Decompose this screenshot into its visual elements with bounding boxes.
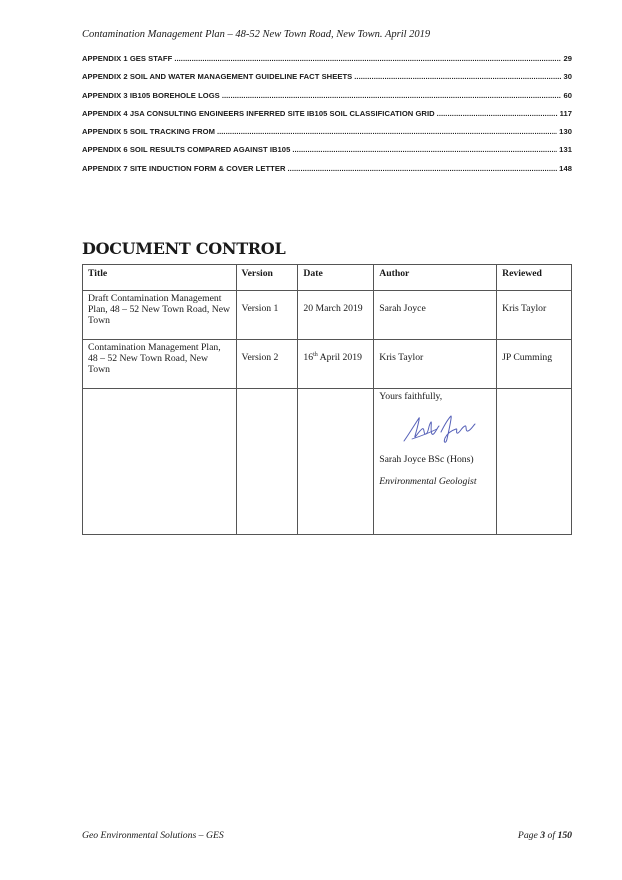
table-row bbox=[83, 291, 572, 340]
table-row bbox=[83, 340, 572, 389]
cell-date bbox=[298, 340, 374, 389]
column-header-reviewed: Reviewed bbox=[497, 265, 572, 291]
toc-entry-page: 130 bbox=[559, 127, 572, 137]
toc-entry-page: 131 bbox=[559, 145, 572, 155]
column-header-title: Title bbox=[83, 265, 237, 291]
footer-company: Geo Environmental Solutions – GES bbox=[82, 830, 224, 841]
page-footer bbox=[82, 830, 572, 841]
toc-entry-label: APPENDIX 4 JSA CONSULTING ENGINEERS INFERRED SITE IB105 SOIL CLASSIFICATION GRID bbox=[82, 108, 435, 118]
column-header-date: Date bbox=[298, 265, 374, 291]
cell-author: Sarah Joyce bbox=[374, 291, 497, 340]
cell-empty bbox=[236, 389, 298, 535]
toc-entry-page: 30 bbox=[563, 72, 572, 82]
toc-entry[interactable] bbox=[82, 164, 572, 182]
signature-image bbox=[401, 412, 477, 446]
document-control-table bbox=[82, 264, 572, 535]
toc-entry[interactable] bbox=[82, 72, 572, 90]
toc-entry-label: APPENDIX 5 SOIL TRACKING FROM bbox=[82, 127, 215, 137]
toc-entry-label: APPENDIX 6 SOIL RESULTS COMPARED AGAINST IB105 bbox=[82, 145, 291, 155]
toc-entry[interactable] bbox=[82, 91, 572, 109]
total-pages: 150 bbox=[557, 830, 572, 841]
page-of: of bbox=[545, 830, 558, 841]
cell-empty bbox=[83, 389, 237, 535]
cell-version: Version 1 bbox=[236, 291, 298, 340]
toc-leader-dots bbox=[217, 127, 557, 136]
toc-entry-label: APPENDIX 7 SITE INDUCTION FORM & COVER LETTER bbox=[82, 163, 286, 173]
date-suffix: th bbox=[313, 352, 318, 358]
toc-entry[interactable] bbox=[82, 145, 572, 163]
toc-entry-label: APPENDIX 2 SOIL AND WATER MANAGEMENT GUIDELINE FACT SHEETS bbox=[82, 72, 353, 82]
toc-entry-page: 29 bbox=[563, 54, 572, 63]
document-control-heading: DOCUMENT CONTROL bbox=[82, 239, 286, 258]
table-row-signoff bbox=[83, 389, 572, 535]
table-of-contents bbox=[82, 54, 572, 182]
toc-entry-page: 117 bbox=[559, 108, 572, 118]
cell-version: Version 2 bbox=[236, 340, 298, 389]
cell-reviewed: JP Cumming bbox=[497, 340, 572, 389]
toc-leader-dots bbox=[288, 164, 558, 173]
toc-entry[interactable] bbox=[82, 127, 572, 145]
date-day: 16 bbox=[303, 352, 314, 364]
running-header: Contamination Management Plan – 48-52 New Town Road, New Town. April 2019 bbox=[82, 29, 431, 40]
cell-title: Draft Contamination Management Plan, 48 – 52 New Town Road, New Town bbox=[83, 291, 237, 340]
toc-leader-dots bbox=[222, 91, 562, 100]
toc-entry-label: APPENDIX 1 GES STAFF bbox=[82, 54, 173, 63]
cell-date: 20 March 2019 bbox=[298, 291, 374, 340]
cell-reviewed: Kris Taylor bbox=[497, 291, 572, 340]
date-rest: April 2019 bbox=[317, 352, 362, 364]
column-header-version: Version bbox=[236, 265, 298, 291]
toc-entry-page: 148 bbox=[559, 163, 572, 173]
toc-leader-dots bbox=[292, 145, 557, 154]
cell-author: Kris Taylor bbox=[374, 340, 497, 389]
closing-text: Yours faithfully, bbox=[379, 391, 443, 402]
column-header-author: Author bbox=[374, 265, 497, 291]
signatory-name: Sarah Joyce BSc (Hons) bbox=[379, 454, 474, 465]
footer-page-number bbox=[518, 830, 572, 841]
page-prefix: Page bbox=[517, 830, 541, 841]
signatory-role: Environmental Geologist bbox=[379, 476, 477, 487]
cell-signoff bbox=[374, 389, 497, 535]
cell-empty bbox=[497, 389, 572, 535]
toc-entry-label: APPENDIX 3 IB105 BOREHOLE LOGS bbox=[82, 90, 220, 100]
toc-entry[interactable] bbox=[82, 109, 572, 127]
cell-empty bbox=[298, 389, 374, 535]
current-page: 3 bbox=[540, 830, 546, 841]
toc-leader-dots bbox=[174, 54, 561, 63]
toc-leader-dots bbox=[354, 72, 561, 81]
toc-entry-page: 60 bbox=[563, 90, 572, 100]
toc-entry[interactable] bbox=[82, 54, 572, 72]
table-header-row bbox=[83, 265, 572, 291]
cell-title: Contamination Management Plan, 48 – 52 New Town Road, New Town bbox=[83, 340, 237, 389]
toc-leader-dots bbox=[437, 109, 558, 118]
